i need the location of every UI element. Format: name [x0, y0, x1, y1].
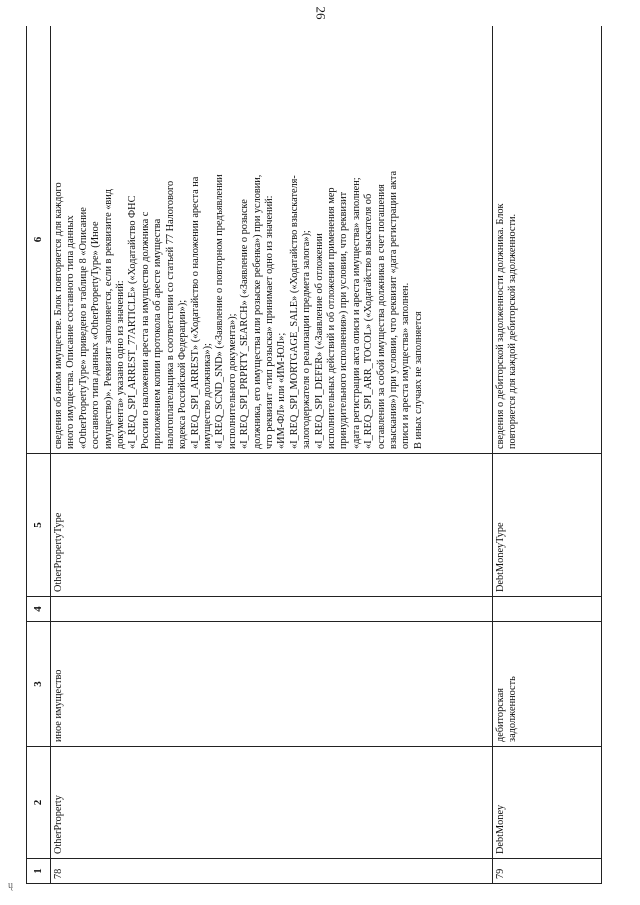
page-number — [260, 5, 380, 21]
data-table — [26, 26, 602, 884]
details-line: приложением копии протокола об аресте имущества — [152, 218, 164, 449]
details-line: повторяется для каждой дебиторской задолженности. — [507, 213, 519, 449]
page-number-text: 26 — [313, 6, 328, 20]
details-line: должника, его имущества или розыске ребенка») при условии, — [251, 174, 263, 449]
details-line: имущество должника»); — [201, 343, 213, 449]
details-line: залогодержателя о реализации предмета залога»); — [301, 230, 313, 449]
details-line: «I_REQ_SPI_DEFER» («Заявление об отложении — [313, 233, 325, 449]
details-line: описи и ареста имущества» заполнен. — [400, 282, 412, 449]
row-number-cell: 79 — [492, 859, 601, 884]
column-4-cell — [492, 597, 601, 622]
details-line: В иных случаях не заполняется — [412, 311, 424, 449]
details-cell — [492, 26, 601, 454]
element-description-cell: иное имущество — [51, 622, 493, 747]
details-line: «OtherPropertyType» приведено в таблице 8 «Описание — [77, 207, 89, 449]
details-line: составного типа данных «OtherPropertyType» (Иное — [90, 221, 102, 449]
header-cell: 2 — [27, 747, 51, 859]
details-line: налогоплательщика в соответствии со статьей 77 Налогового — [164, 180, 176, 449]
details-line: оставлении за собой имущества должника в счет погашения — [375, 184, 387, 449]
header-cell: 3 — [27, 622, 51, 747]
details-line: иного имущества. Описание составного типа данных — [65, 215, 77, 449]
details-line: России о наложении ареста на имущество должника с — [139, 211, 151, 449]
details-line: принудительного исполнения») при условии, что реквизит — [338, 191, 350, 449]
details-line: «ИМ-ФЛ» или «ИМ-ЮЛ»; — [276, 332, 288, 449]
element-description-cell: дебиторская задолженность — [492, 622, 601, 747]
details-line: сведения о дебиторской задолженности должника. Блок — [494, 203, 506, 449]
details-line: «I_REQ_SPI_ARR_TOCOL» («Ходатайство взыскателя об — [363, 193, 375, 449]
details-line: «I_REQ_SPI_ARREST» («Ходатайство о наложении ареста на — [189, 176, 201, 449]
details-line: исполнительных действий и об отложении применения мер — [325, 187, 337, 449]
element-name-cell: OtherProperty — [51, 747, 493, 859]
details-line: «I_REQ_SPI_PRPRTY_SEARCH» («Заявление о розыске — [239, 199, 251, 449]
details-line: имущество)». Реквизит заполняется, если в реквизите «вид — [102, 188, 114, 449]
details-cell — [51, 26, 493, 454]
table-header-row — [27, 26, 51, 884]
details-line: «дата регистрации акта описи и ареста имущества» заполнен; — [350, 177, 362, 449]
header-cell: 5 — [27, 454, 51, 597]
document-table-container — [26, 26, 602, 884]
details-line: документа» указано одно из значений: — [115, 280, 127, 449]
stray-mark: ų — [8, 880, 13, 891]
row-number-cell: 78 — [51, 859, 493, 884]
details-line: исполнительного документа»); — [226, 313, 238, 449]
details-line: «I_REQ_SPI_MORTGAGE_SALE» («Ходатайство взыскателя- — [288, 175, 300, 449]
rotated-table-frame — [26, 26, 602, 884]
details-line: что реквизит «тип розыска» принимает одно из значений: — [263, 195, 275, 449]
details-line: «I_REQ_SPI_ARREST_77ARTICLE» («Ходатайство ФНС — [127, 195, 139, 449]
details-line: взыскания») при условии, что реквизит «дата регистрации акта — [388, 170, 399, 449]
details-line: кодекса Российской Федерации»); — [177, 299, 189, 449]
type-cell: DebtMoneyType — [492, 454, 601, 597]
element-name-cell: DebtMoney — [492, 747, 601, 859]
header-cell: 6 — [27, 26, 51, 454]
header-cell: 1 — [27, 859, 51, 884]
type-cell: OtherPropertyType — [51, 454, 493, 597]
table-row — [51, 26, 493, 884]
table-row — [492, 26, 601, 884]
header-cell: 4 — [27, 597, 51, 622]
details-line: сведения об ином имуществе. Блок повторяется для каждого — [53, 182, 65, 449]
details-line: «I_REQ_SCND_SND» («Заявление о повторном предъявлении — [214, 174, 226, 449]
column-4-cell — [51, 597, 493, 622]
